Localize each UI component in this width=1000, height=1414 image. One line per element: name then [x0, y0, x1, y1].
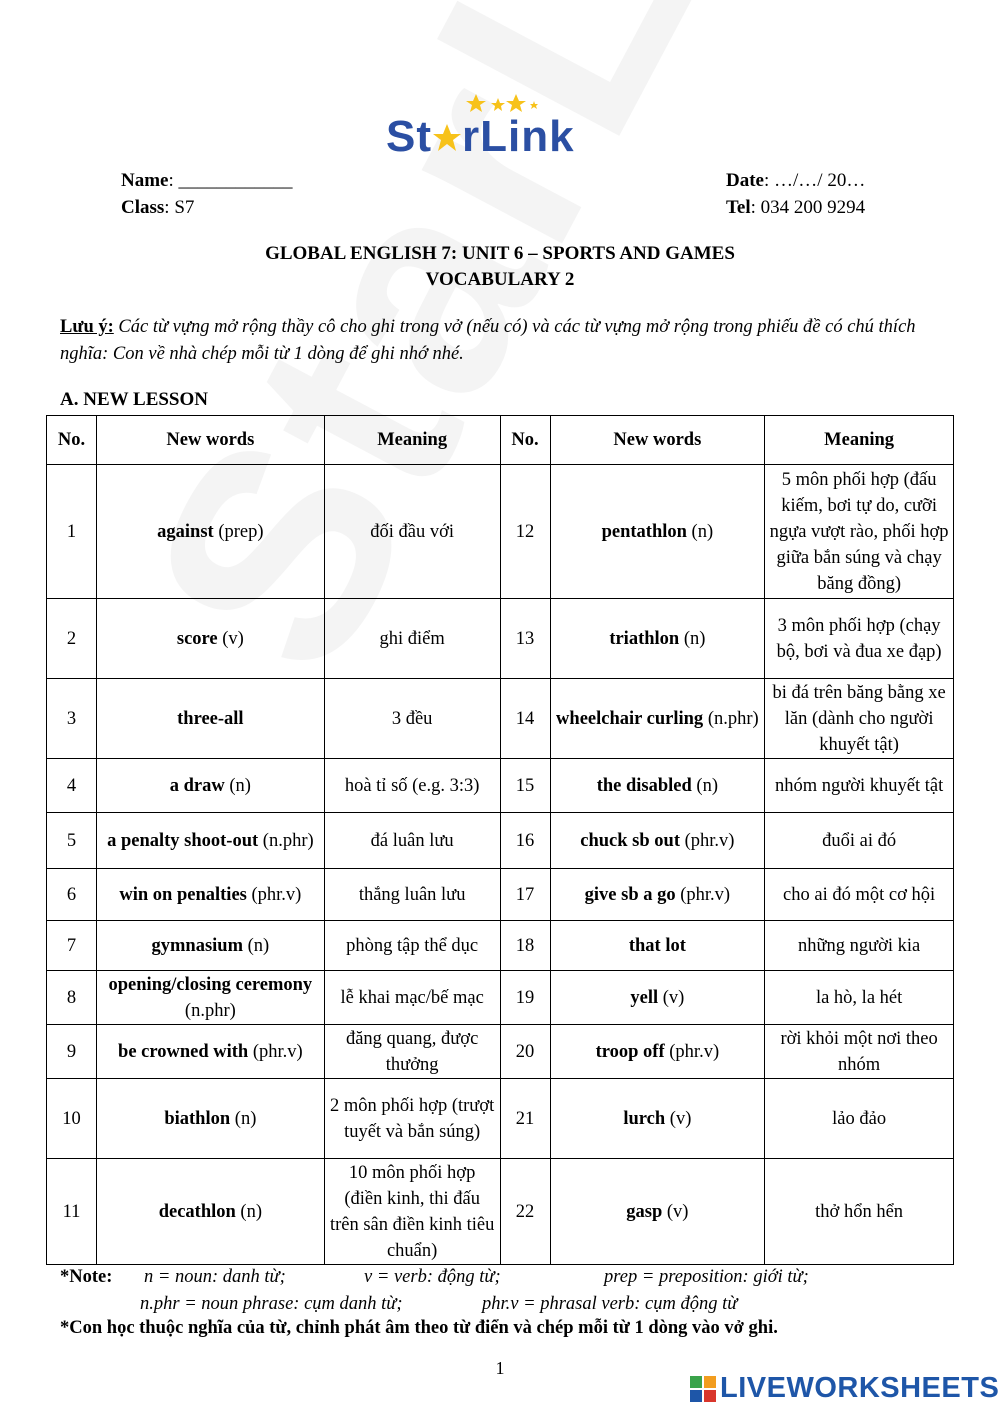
- name-line: Name: ____________: [121, 170, 293, 191]
- cell-number: 6: [47, 869, 97, 921]
- cell-number: 12: [500, 465, 550, 599]
- word-text: troop off: [595, 1041, 665, 1062]
- word-type: (n.phr): [258, 830, 314, 851]
- word-text: that lot: [628, 935, 686, 956]
- logo-text-b: rLink: [462, 112, 575, 161]
- word-text: wheelchair curling: [556, 708, 704, 729]
- word-type: (n): [243, 935, 270, 956]
- logo-text-a: St: [386, 112, 432, 161]
- cell-number: 5: [47, 813, 97, 869]
- word-text: the disabled: [596, 775, 692, 796]
- table-row: [47, 759, 954, 813]
- word-text: against: [157, 521, 214, 542]
- word-text: decathlon: [158, 1201, 236, 1222]
- word-text: lurch: [623, 1108, 666, 1129]
- table-row: [47, 921, 954, 971]
- header-no: No.: [47, 416, 97, 465]
- table-row: [47, 679, 954, 759]
- cell-meaning: những người kia: [765, 921, 954, 971]
- word-text: biathlon: [164, 1108, 231, 1129]
- cell-new-word: [550, 813, 765, 869]
- cell-new-word: [550, 599, 765, 679]
- cell-meaning: đăng quang, được thưởng: [324, 1025, 500, 1079]
- cell-new-word: [96, 465, 324, 599]
- title-line-2: VOCABULARY 2: [425, 269, 575, 290]
- cell-number: 15: [500, 759, 550, 813]
- cell-number: 18: [500, 921, 550, 971]
- abbrev-label: *Note:: [60, 1267, 113, 1287]
- word-type: (phr.v): [664, 1041, 720, 1062]
- cell-meaning: bi đá trên băng bằng xe lăn (dành cho người khuyết tật): [765, 679, 954, 759]
- cell-meaning: đối đầu với: [324, 465, 500, 599]
- cell-meaning: 10 môn phối hợp (điền kinh, thi đấu trên sân điền kinh tiêu chuẩn): [324, 1159, 500, 1265]
- cell-meaning: lễ khai mạc/bế mạc: [324, 971, 500, 1025]
- table-row: [47, 1159, 954, 1265]
- word-type: (n): [235, 1201, 262, 1222]
- word-type: (n): [679, 628, 706, 649]
- cell-number: 3: [47, 679, 97, 759]
- cell-number: 17: [500, 869, 550, 921]
- cell-new-word: [96, 971, 324, 1025]
- word-text: be crowned with: [118, 1041, 249, 1062]
- word-type: (n): [686, 521, 714, 542]
- cell-new-word: [96, 1159, 324, 1265]
- liveworksheets-logo-icon: [690, 1376, 716, 1402]
- cell-meaning: la hò, la hét: [765, 971, 954, 1025]
- abbrev-noun: n = noun: danh từ;: [144, 1267, 286, 1287]
- cell-new-word: [550, 921, 765, 971]
- cell-new-word: [96, 869, 324, 921]
- cell-meaning: ghi điểm: [324, 599, 500, 679]
- cell-meaning: đá luân lưu: [324, 813, 500, 869]
- word-type: (v): [217, 628, 244, 649]
- table-row: [47, 1079, 954, 1159]
- word-text: triathlon: [609, 628, 680, 649]
- note-label: Lưu ý:: [60, 317, 114, 337]
- cell-meaning: thở hổn hển: [765, 1159, 954, 1265]
- table-row: [47, 869, 954, 921]
- note-text: Các từ vựng mở rộng thầy cô cho ghi trong vở (nếu có) và các từ vựng mở rộng trong phiếu đề có chú thích nghĩa: Con về nhà chép mỗi từ 1 dòng để ghi nhớ nhé.: [60, 317, 916, 364]
- cell-number: 4: [47, 759, 97, 813]
- word-type: (n.phr): [184, 1000, 236, 1021]
- tel-line: Tel: 034 200 9294: [726, 197, 866, 218]
- cell-meaning: phòng tập thể dục: [324, 921, 500, 971]
- cell-meaning: cho ai đó một cơ hội: [765, 869, 954, 921]
- cell-number: 1: [47, 465, 97, 599]
- cell-number: 16: [500, 813, 550, 869]
- cell-new-word: [550, 1025, 765, 1079]
- table-row: [47, 971, 954, 1025]
- final-note: *Con học thuộc nghĩa của từ, chỉnh phát âm theo từ điển và chép mỗi từ 1 dòng vào vở ghi.: [60, 1318, 778, 1338]
- cell-meaning: thắng luân lưu: [324, 869, 500, 921]
- vocabulary-table: [46, 415, 954, 1265]
- word-text: pentathlon: [601, 521, 687, 542]
- cell-new-word: [96, 759, 324, 813]
- word-text: chuck sb out: [580, 830, 680, 851]
- word-text: yell: [630, 987, 659, 1008]
- cell-meaning: đuổi ai đó: [765, 813, 954, 869]
- cell-new-word: [96, 679, 324, 759]
- header-new-words: New words: [96, 416, 324, 465]
- word-text: gymnasium: [151, 935, 243, 956]
- cell-number: 21: [500, 1079, 550, 1159]
- class-line: Class: S7: [121, 197, 195, 218]
- cell-number: 11: [47, 1159, 97, 1265]
- section-title: A. NEW LESSON: [60, 389, 209, 410]
- word-text: score: [176, 628, 218, 649]
- abbrev-noun-phrase: n.phr = noun phrase: cụm danh từ;: [140, 1294, 403, 1314]
- logo-star-icon: [432, 123, 462, 153]
- header-meaning: Meaning: [324, 416, 500, 465]
- word-type: (n.phr): [703, 708, 759, 729]
- cell-new-word: [550, 869, 765, 921]
- cell-meaning: 2 môn phối hợp (trượt tuyết và bắn súng): [324, 1079, 500, 1159]
- cell-new-word: [96, 1025, 324, 1079]
- cell-number: 9: [47, 1025, 97, 1079]
- word-type: (n): [230, 1108, 257, 1129]
- word-text: give sb a go: [584, 884, 676, 905]
- cell-new-word: [550, 679, 765, 759]
- cell-meaning: lảo đảo: [765, 1079, 954, 1159]
- cell-new-word: [96, 1079, 324, 1159]
- cell-new-word: [96, 921, 324, 971]
- word-type: (v): [662, 1201, 689, 1222]
- cell-meaning: hoà tỉ số (e.g. 3:3): [324, 759, 500, 813]
- word-text: a penalty shoot-out: [107, 830, 259, 851]
- word-text: opening/closing ceremony: [108, 974, 313, 995]
- date-line: Date: …/…/ 20…: [726, 170, 866, 191]
- cell-number: 7: [47, 921, 97, 971]
- abbrev-verb: v = verb: động từ;: [364, 1267, 501, 1287]
- instruction-note: [60, 314, 960, 368]
- cell-new-word: [96, 599, 324, 679]
- header-meaning: Meaning: [765, 416, 954, 465]
- cell-meaning: 5 môn phối hợp (đấu kiếm, bơi tự do, cưỡi ngựa vượt rào, phối hợp giữa bắn súng và chạy băng đồng): [765, 465, 954, 599]
- word-text: win on penalties: [119, 884, 247, 905]
- word-type: (v): [658, 987, 685, 1008]
- word-type: (v): [665, 1108, 692, 1129]
- word-type: (n): [224, 775, 251, 796]
- cell-number: 20: [500, 1025, 550, 1079]
- cell-number: 2: [47, 599, 97, 679]
- word-type: (phr.v): [679, 830, 735, 851]
- cell-meaning: 3 đều: [324, 679, 500, 759]
- word-type: (prep): [213, 521, 264, 542]
- page-number: 1: [495, 1358, 505, 1378]
- word-type: (n): [691, 775, 718, 796]
- abbrev-prep: prep = preposition: giới từ;: [604, 1267, 809, 1287]
- cell-new-word: [550, 759, 765, 813]
- cell-new-word: [550, 465, 765, 599]
- word-type: (phr.v): [248, 1041, 303, 1062]
- word-text: a draw: [169, 775, 225, 796]
- table-row: [47, 1025, 954, 1079]
- starlink-logo: [386, 92, 616, 162]
- word-text: gasp: [626, 1201, 663, 1222]
- cell-new-word: [550, 971, 765, 1025]
- cell-number: 19: [500, 971, 550, 1025]
- cell-number: 8: [47, 971, 97, 1025]
- word-type: (phr.v): [675, 884, 731, 905]
- cell-number: 13: [500, 599, 550, 679]
- title-line-1: GLOBAL ENGLISH 7: UNIT 6 – SPORTS AND GAMES: [265, 243, 735, 264]
- cell-meaning: nhóm người khuyết tật: [765, 759, 954, 813]
- cell-number: 10: [47, 1079, 97, 1159]
- cell-number: 22: [500, 1159, 550, 1265]
- cell-new-word: [550, 1079, 765, 1159]
- cell-meaning: 3 môn phối hợp (chạy bộ, bơi và đua xe đạp): [765, 599, 954, 679]
- liveworksheets-text: LIVEWORKSHEETS: [720, 1372, 1000, 1404]
- table-row: [47, 465, 954, 599]
- word-text: three-all: [177, 708, 244, 729]
- cell-new-word: [550, 1159, 765, 1265]
- cell-meaning: rời khỏi một nơi theo nhóm: [765, 1025, 954, 1079]
- word-type: (phr.v): [246, 884, 302, 905]
- table-row: [47, 813, 954, 869]
- table-header-row: [47, 416, 954, 465]
- header-new-words: New words: [550, 416, 765, 465]
- cell-new-word: [96, 813, 324, 869]
- abbrev-phrasal-verb: phr.v = phrasal verb: cụm động từ: [482, 1294, 738, 1314]
- cell-number: 14: [500, 679, 550, 759]
- table-row: [47, 599, 954, 679]
- header-no: No.: [500, 416, 550, 465]
